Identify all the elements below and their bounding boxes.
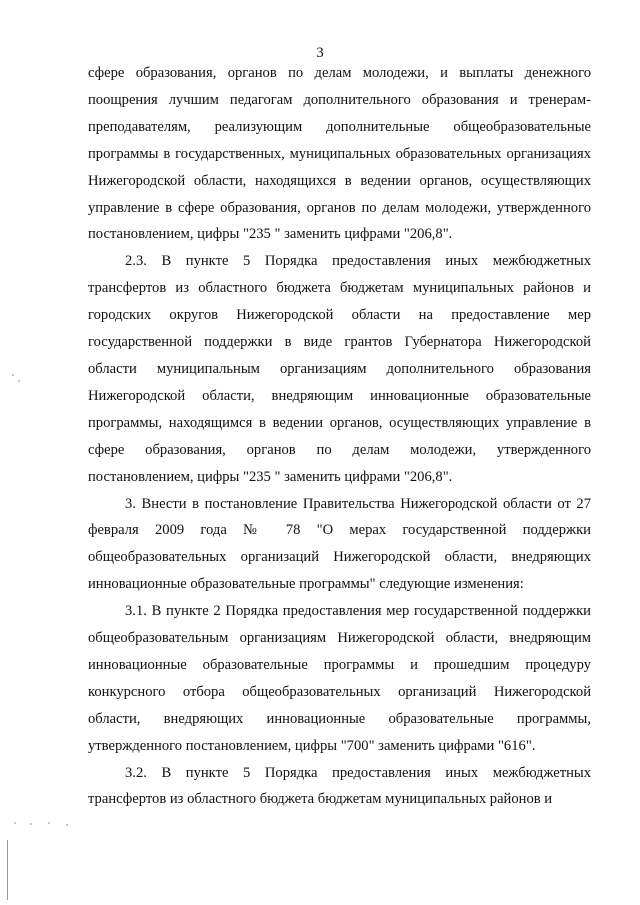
- scan-artifact-dot: [66, 824, 68, 826]
- paragraph-3: 3. Внести в постановление Правительства Нижегородской области от 27 февраля 2009 года № 78 "О мерах государственной поддержки общеобразовательных организаций Нижегородской области, внедряющих инновационные образовательные программы" следующие изменения:: [88, 495, 591, 593]
- scan-artifact-dot: [14, 822, 16, 824]
- paragraph-2-3: 2.3. В пункте 5 Порядка предоставления иных межбюджетных трансфертов из областного бюджета бюджетам муниципальных районов и городских округов Нижегородской области на предоставление мер государственной поддержки в виде грантов Губернатора Нижегородской области муниципальным организациям дополнительного образования Нижегородской области, внедряющим инновационные образовательные программы, находящимся в ведении органов, осуществляющих управление в сфере образования, органов по делам молодежи, утвержденного постановлением, цифры "235 " заменить цифрами "206,8".: [88, 253, 591, 485]
- page-number: 3: [316, 45, 324, 61]
- scan-artifact-dot: [30, 823, 32, 825]
- paragraph-3-2: 3.2. В пункте 5 Порядка предоставления иных межбюджетных трансфертов из областного бюджета бюджетам муниципальных районов и: [88, 764, 591, 808]
- body-text: [88, 60, 591, 813]
- scan-artifact-line: [7, 840, 8, 900]
- scan-artifact-dot: [12, 374, 14, 376]
- scan-artifact-dot: [18, 380, 20, 382]
- paragraph-continuation: сфере образования, органов по делам молодежи, и выплаты денежного поощрения лучшим педагогам дополнительного образования и тренерам-преподавателям, реализующим дополнительные общеобразовательные программы в государственных, муниципальных образовательных организациях Нижегородской области, находящихся в ведении органов, осуществляющих управление в сфере образования, органов по делам молодежи, утвержденного постановлением, цифры "235 " заменить цифрами "206,8".: [88, 65, 591, 243]
- paragraph-3-1: 3.1. В пункте 2 Порядка предоставления мер государственной поддержки общеобразовательным организациям Нижегородской области, внедряющим инновационные образовательные программы и прошедшим процедуру конкурсного отбора общеобразовательных организаций Нижегородской области, внедряющих инновационные образовательные программы, утвержденного постановлением, цифры "700" заменить цифрами "616".: [88, 603, 591, 754]
- scan-artifact-dot: [48, 822, 50, 824]
